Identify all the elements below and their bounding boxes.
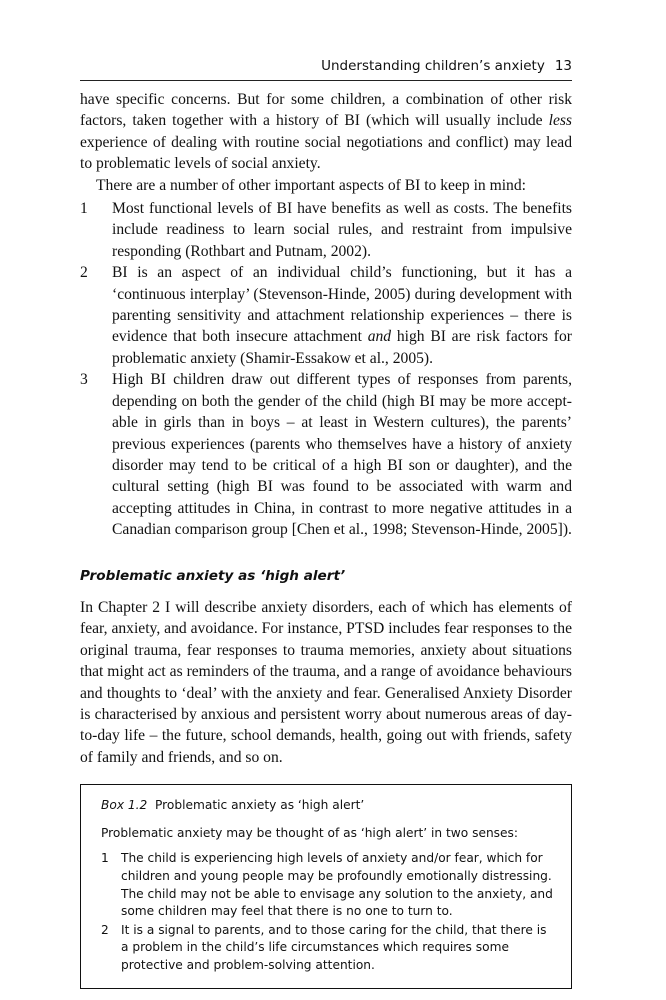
list-item xyxy=(80,369,572,540)
running-head xyxy=(80,58,572,74)
box-title-text: Problematic anxiety as ‘high alert’ xyxy=(155,798,365,813)
list-item-text-part: high BI are risk factors for problematic anxiety (Shamir-Essakow et al., 2005). xyxy=(112,328,572,367)
running-head-title: Understanding children’s anxiety xyxy=(321,58,545,74)
paragraph-intro-list: There are a number of other important aspects of BI to keep in mind: xyxy=(96,176,526,194)
list-item-text: Most functional levels of BI have benefits as well as costs. The benefits include readiness to learn social rules, and restraint from impulsive responding (Rothbart and Putnam, 2002). xyxy=(112,200,572,260)
list-item-text: High BI children draw out different types of responses from parents, depending on both the gender of the child (high BI may be more acceptable in girls than in boys – at least in Western cultures), the parents’ previous experiences (parents who themselves have a history of anxiety disorder may tend to be critical of a high BI son or daughter), and the cultural setting (high BI was found to be associated with warm and accepting attitudes in China, in contrast to more negative attitudes in a Canadian comparison group [Chen et al., 1998; Stevenson-Hinde, 2005]). xyxy=(112,371,572,539)
box-list-number: 2 xyxy=(101,922,109,937)
box-list xyxy=(101,850,557,974)
list-item-text xyxy=(112,264,572,367)
box-list-item xyxy=(101,850,557,920)
header-rule xyxy=(80,80,572,81)
body-text xyxy=(80,89,572,989)
emphasis-and: and xyxy=(367,328,392,346)
box-label: Box 1.2 xyxy=(101,798,148,813)
paragraph-text: experience of dealing with routine social negotiations and conflict) may lead to problematic levels of social anxiety. xyxy=(80,133,572,173)
section-paragraph: In Chapter 2 I will describe anxiety disorders, each of which has elements of fear, anxiety, and avoidance. For instance, PTSD includes fear responses to the original trauma, fear responses to trauma memories, anxiety about situations that might act as reminders of the trauma, and a range of avoidance behaviours and thoughts to ‘deal’ with the anxiety and fear. Generalised Anxiety Disorder is characterised by anxious and persistent worry about numerous areas of day-to-day life – the future, school demands, health, going out with friends, safety of family and friends, and so on. xyxy=(80,598,572,766)
box-list-item xyxy=(101,922,557,975)
list-item xyxy=(80,262,572,369)
emphasis-less: less xyxy=(548,112,572,130)
list-item-text-part: BI is an aspect of an individual child’s functioning, but it has a ‘continuous interplay’ (Stevenson-Hinde, 2005) during development with parenting sensitivity and attachment relationship experiences – there is evidence that both insecure attachment xyxy=(112,264,572,346)
box-list-item-text: The child is experiencing high levels of anxiety and/or fear, which for children and young people may be profoundly emotionally distressing. The child may not be able to envisage any solution to the anxiety, and some children may feel that there is no one to turn to. xyxy=(121,851,553,919)
list-number: 1 xyxy=(80,200,88,218)
box-list-number: 1 xyxy=(101,851,109,866)
paragraph-continued xyxy=(80,89,572,175)
list-item xyxy=(80,198,572,262)
list-number: 3 xyxy=(80,371,88,389)
section-heading: Problematic anxiety as ‘high alert’ xyxy=(80,567,346,584)
page-number: 13 xyxy=(554,58,572,74)
box-list-item-text: It is a signal to parents, and to those caring for the child, that there is a problem in the child’s life circumstances which requires some protective and problem-solving attention. xyxy=(121,922,547,972)
list-number: 2 xyxy=(80,264,88,282)
paragraph-text: have specific concerns. But for some children, a combination of other risk factors, taken together with a history of BI (which will usually include xyxy=(80,91,572,130)
box-intro: Problematic anxiety may be thought of as ‘high alert’ in two senses: xyxy=(101,825,518,840)
box-1-2 xyxy=(80,784,572,988)
box-title xyxy=(101,797,557,815)
bi-aspects-list xyxy=(80,198,572,541)
